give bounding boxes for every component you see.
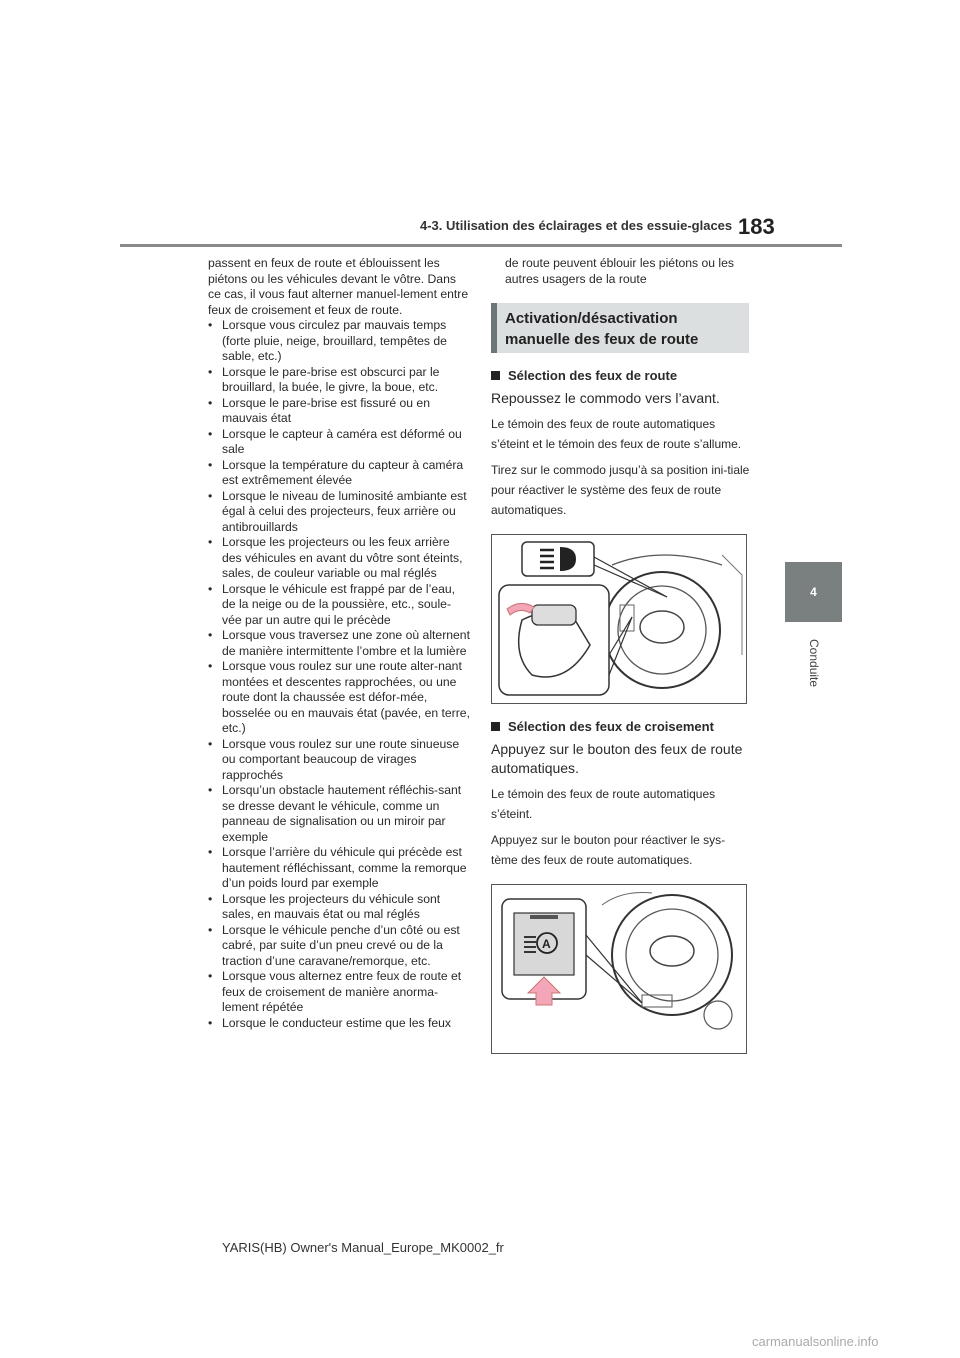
list-item: • Lorsque le capteur à caméra est déformé ou sale [200, 427, 470, 458]
footer-manual-id: YARIS(HB) Owner's Manual_Europe_MK0002_fr [222, 1240, 504, 1255]
list-item: • Lorsque vous roulez sur une route alter-nant montées et descentes rapprochées, ou une route dont la chaussée est défor-mée, bosselée ou en mauvais état (pavée, en terre, etc.) [200, 659, 470, 737]
header-divider [120, 244, 842, 247]
list-item: • Lorsque le niveau de luminosité ambiante est égal à celui des projecteurs, feux arrière ou antibrouillards [200, 489, 470, 536]
button-press-figure [491, 884, 747, 1054]
chapter-tab[interactable] [785, 562, 842, 622]
list-item: • Lorsque vous circulez par mauvais temps (forte pluie, neige, brouillard, tempêtes de sable, etc.) [200, 318, 470, 365]
list-item: • Lorsque la température du capteur à caméra est extrêmement élevée [200, 458, 470, 489]
list-item: • Lorsque vous traversez une zone où alternent de manière intermittente l’ombre et la lumière [200, 628, 470, 659]
chapter-label: Conduite [807, 638, 821, 688]
high-beam-heading [491, 368, 751, 383]
list-item: • Lorsque les projecteurs ou les feux arrière des véhicules en avant du vôtre sont éteints, sales, de couleur variable ou mal réglés [200, 535, 470, 582]
low-beam-paragraph-1: Le témoin des feux de route automatiques s’éteint. [491, 787, 716, 821]
low-beam-heading-text: Sélection des feux de croisement [508, 719, 714, 734]
section-header-title: 4-3. Utilisation des éclairages et des essuie-glaces [420, 218, 733, 233]
high-beam-heading-text: Sélection des feux de route [508, 368, 678, 383]
indicator-callout [522, 542, 594, 576]
left-column [200, 256, 470, 1031]
low-beam-paragraph-2: Appuyez sur le bouton pour réactiver le sys-tème des feux de route automatiques. [491, 833, 726, 867]
chapter-number: 4 [810, 585, 817, 599]
list-item: • Lorsque vous roulez sur une route sinueuse ou comportant beaucoup de virages rapprochés [200, 737, 470, 784]
square-bullet-icon [491, 722, 500, 731]
section-title-line1: Activation/désactivation [505, 310, 678, 327]
low-beam-instruction: Appuyez sur le bouton des feux de route automatiques. [491, 741, 743, 776]
high-beam-paragraph-1: Le témoin des feux de route automatiques s’éteint et le témoin des feux de route s’allume. [491, 417, 742, 451]
list-item: • Lorsque le véhicule est frappé par de l’eau, de la neige ou de la poussière, etc., soule-vée par un autre qui le précède [200, 582, 470, 629]
right-column [491, 256, 751, 1054]
page-number: 183 [738, 214, 775, 239]
section-title-line2: manuelle des feux de route [505, 331, 699, 348]
list-item: • Lorsque le pare-brise est obscurci par le brouillard, la buée, le givre, la boue, etc. [200, 365, 470, 396]
svg-text:A: A [542, 937, 551, 951]
button-illustration [492, 885, 746, 1053]
list-item: • Lorsqu’un obstacle hautement réfléchis-sant se dresse devant le véhicule, comme un panneau de signalisation ou un miroir par exemple [200, 783, 470, 845]
list-item: • Lorsque le conducteur estime que les feux [200, 1016, 470, 1032]
list-item: • Lorsque vous alternez entre feux de route et feux de croisement de manière anorma-lement répétée [200, 969, 470, 1016]
list-item: • Lorsque les projecteurs du véhicule sont sales, en mauvais état ou mal réglés [200, 892, 470, 923]
steering-wheel-shape [604, 572, 720, 688]
list-item: • Lorsque le pare-brise est fissuré ou en mauvais état [200, 396, 470, 427]
section-title-box [491, 303, 749, 353]
list-item: • Lorsque le véhicule penche d’un côté ou est cabré, par suite d’un pneu crevé ou de la traction d’une caravane/remorque, etc. [200, 923, 470, 970]
lever-push-figure [491, 534, 747, 704]
watermark: carmanualsonline.info [752, 1334, 879, 1349]
high-beam-instruction: Repoussez le commodo vers l’avant. [491, 390, 720, 406]
high-beam-paragraph-2: Tirez sur le commodo jusqu’à sa position ini-tiale pour réactiver le système des feux de route automatiques. [491, 463, 750, 517]
square-bullet-icon [491, 371, 500, 380]
list-item: • Lorsque l’arrière du véhicule qui précède est hautement réfléchissant, comme la remorque d’un poids lourd par exemple [200, 845, 470, 892]
continuation-text: de route peuvent éblouir les piétons ou les autres usagers de la route [505, 256, 735, 286]
low-beam-heading [491, 719, 751, 734]
condition-list [200, 318, 470, 1031]
lever-illustration [492, 535, 746, 703]
intro-paragraph: passent en feux de route et éblouissent les piétons ou les véhicules devant le vôtre. Dans ce cas, il vous faut alterner manuel-lement entre feux de croisement et feux de route. [208, 256, 469, 317]
